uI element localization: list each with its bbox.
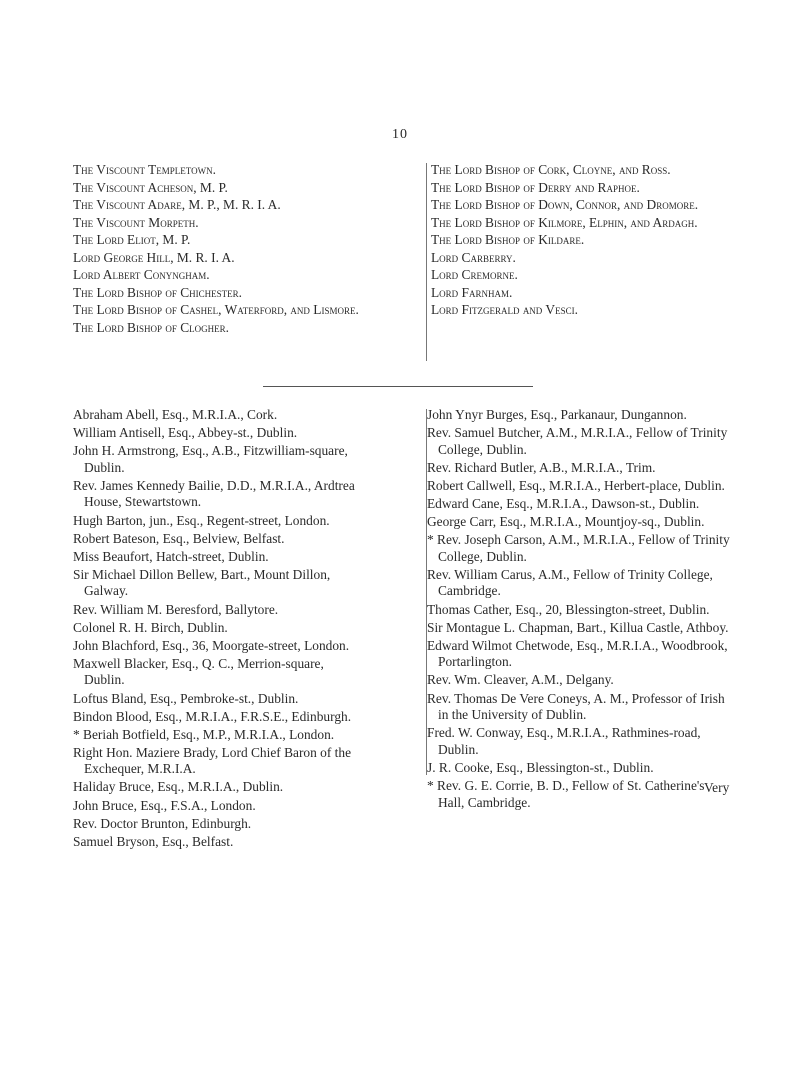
peer-entry: Lord Carberry.: [431, 249, 516, 265]
member-entry: Colonel R. H. Birch, Dublin.: [73, 619, 228, 635]
peer-entry: The Viscount Acheson, M. P.: [73, 179, 228, 195]
section-rule: [263, 386, 533, 387]
page-number: 10: [392, 127, 408, 142]
peer-entry: The Viscount Morpeth.: [73, 214, 199, 230]
peer-entry: The Lord Bishop of Clogher.: [73, 319, 229, 335]
member-entry: Rev. Thomas De Vere Coneys, A. M., Professor of Irish in the University of Dublin.: [427, 690, 725, 723]
member-entry: Bindon Blood, Esq., M.R.I.A., F.R.S.E., Edinburgh.: [73, 708, 352, 724]
member-entry: Thomas Cather, Esq., 20, Blessington-street, Dublin.: [427, 601, 710, 617]
peer-entry: The Lord Bishop of Down, Connor, and Dromore.: [431, 197, 699, 212]
peer-entry: The Lord Bishop of Cashel, Waterford, and Lismore.: [73, 302, 359, 317]
peer-entry: Lord Farnham.: [431, 284, 513, 300]
members-list: [73, 407, 733, 852]
member-entry: Maxwell Blacker, Esq., Q. C., Merrion-square, Dublin.: [73, 655, 324, 688]
member-entry: * Rev. G. E. Corrie, B. D., Fellow of St. Catherine's Hall, Cambridge.: [427, 777, 705, 810]
member-entry: Samuel Bryson, Esq., Belfast.: [73, 833, 234, 849]
member-entry: Rev. William Carus, A.M., Fellow of Trinity College, Cambridge.: [427, 566, 713, 599]
member-entry: * Beriah Botfield, Esq., M.P., M.R.I.A., London.: [73, 726, 335, 742]
catchword: Very: [704, 780, 730, 795]
member-entry: John Ynyr Burges, Esq., Parkanaur, Dungannon.: [427, 407, 687, 422]
member-entry: Rev. Samuel Butcher, A.M., M.R.I.A., Fellow of Trinity College, Dublin.: [427, 425, 728, 457]
peer-entry: The Lord Eliot, M. P.: [73, 232, 191, 247]
member-entry: J. R. Cooke, Esq., Blessington-st., Dublin.: [427, 759, 654, 775]
peer-entry: Lord Fitzgerald and Vesci.: [431, 302, 578, 317]
member-entry: Edward Wilmot Chetwode, Esq., M.R.I.A., Woodbrook, Portarlington.: [427, 637, 728, 670]
peer-entry: The Lord Bishop of Derry and Raphoe.: [431, 179, 640, 195]
member-entry: John H. Armstrong, Esq., A.B., Fitzwilliam-square, Dublin.: [73, 443, 348, 475]
peer-entry: Lord George Hill, M. R. I. A.: [73, 249, 235, 265]
members-left-column: [73, 407, 367, 852]
member-entry: John Blachford, Esq., 36, Moorgate-street, London.: [73, 637, 350, 653]
peer-entry: Lord Cremorne.: [431, 267, 518, 282]
member-entry: Rev. James Kennedy Bailie, D.D., M.R.I.A., Ardtrea House, Stewartstown.: [73, 477, 355, 510]
member-entry: * Rev. Joseph Carson, A.M., M.R.I.A., Fellow of Trinity College, Dublin.: [427, 532, 730, 564]
peer-entry: The Lord Bishop of Kildare.: [431, 232, 585, 247]
peer-entry: The Viscount Adare, M. P., M. R. I. A.: [73, 197, 281, 212]
member-entry: Haliday Bruce, Esq., M.R.I.A., Dublin.: [73, 779, 284, 795]
member-entry: Sir Michael Dillon Bellew, Bart., Mount Dillon, Galway.: [73, 566, 331, 599]
member-entry: Edward Cane, Esq., M.R.I.A., Dawson-st., Dublin.: [427, 495, 700, 511]
peer-entry: The Lord Bishop of Kilmore, Elphin, and Ardagh.: [431, 214, 698, 230]
peer-entry: Lord Albert Conyngham.: [73, 267, 210, 282]
member-entry: Miss Beaufort, Hatch-street, Dublin.: [73, 548, 269, 564]
member-entry: John Bruce, Esq., F.S.A., London.: [73, 797, 256, 813]
member-entry: Abraham Abell, Esq., M.R.I.A., Cork.: [73, 407, 278, 422]
member-entry: Rev. Wm. Cleaver, A.M., Delgany.: [427, 672, 614, 688]
peers-right-column: [431, 161, 733, 336]
peer-entry: The Lord Bishop of Chichester.: [73, 284, 242, 300]
column-divider: [426, 163, 427, 361]
column-divider: [426, 409, 427, 775]
member-entry: Robert Callwell, Esq., M.R.I.A., Herbert-place, Dublin.: [427, 477, 725, 493]
member-entry: Rev. Richard Butler, A.B., M.R.I.A., Trim.: [427, 459, 656, 475]
member-entry: Loftus Bland, Esq., Pembroke-st., Dublin.: [73, 690, 299, 706]
member-entry: George Carr, Esq., M.R.I.A., Mountjoy-sq., Dublin.: [427, 514, 705, 530]
peers-list: [73, 161, 733, 336]
member-entry: Rev. William M. Beresford, Ballytore.: [73, 601, 279, 617]
peer-entry: The Lord Bishop of Cork, Cloyne, and Ross.: [431, 162, 671, 177]
peers-left-column: [73, 161, 373, 336]
member-entry: Fred. W. Conway, Esq., M.R.I.A., Rathmines-road, Dublin.: [427, 725, 701, 757]
member-entry: Sir Montague L. Chapman, Bart., Killua Castle, Athboy.: [427, 619, 729, 635]
member-entry: Hugh Barton, jun., Esq., Regent-street, London.: [73, 512, 330, 528]
members-right-column: [427, 407, 733, 852]
member-entry: Right Hon. Maziere Brady, Lord Chief Baron of the Exchequer, M.R.I.A.: [73, 744, 352, 777]
member-entry: Rev. Doctor Brunton, Edinburgh.: [73, 815, 252, 831]
peer-entry: The Viscount Templetown.: [73, 162, 216, 177]
member-entry: Robert Bateson, Esq., Belview, Belfast.: [73, 530, 285, 546]
member-entry: William Antisell, Esq., Abbey-st., Dublin.: [73, 425, 298, 441]
